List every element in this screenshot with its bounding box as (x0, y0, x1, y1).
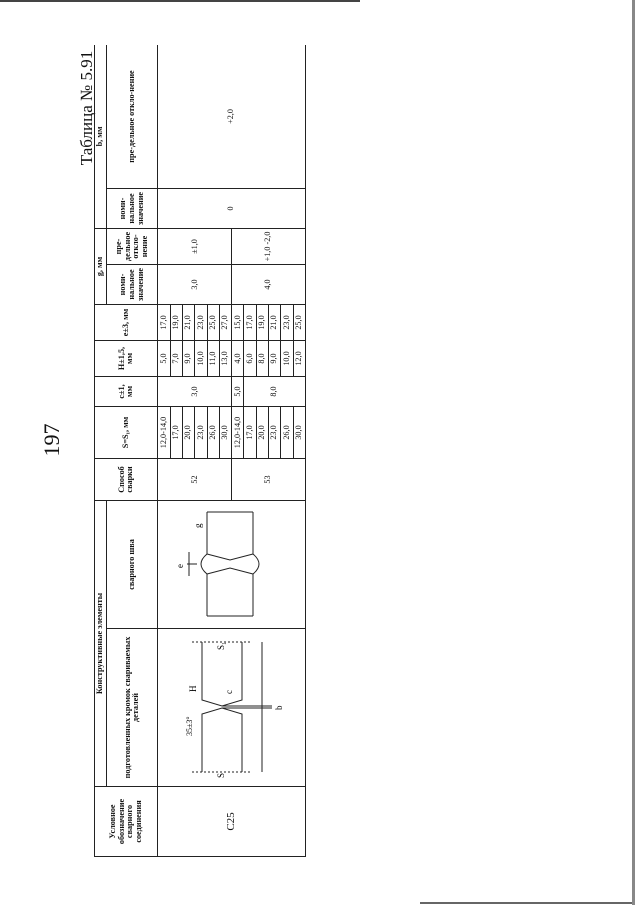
header-g-deviation: пре-дельное откло-нение (107, 228, 158, 264)
h-value: 13,0 (219, 340, 231, 376)
s-value: 12,0-14,0 (232, 406, 244, 458)
header-c: c±1, мм (95, 376, 158, 406)
header-weld: сварного шва (107, 500, 158, 628)
weld-label-g: g (192, 524, 203, 529)
header-e: e±3, мм (95, 304, 158, 340)
weld-label-e: e (174, 564, 185, 569)
s-value: 30,0 (293, 406, 305, 458)
g-deviation-52: ±1,0 (158, 228, 232, 264)
edge-label-c: c (223, 690, 234, 695)
c-value-53-first: 5,0 (232, 376, 244, 406)
header-g-group: g, мм (95, 228, 107, 304)
header-b-nominal: номи-нальное значение (107, 188, 158, 228)
s-value: 23,0 (195, 406, 207, 458)
e-value: 23,0 (195, 304, 207, 340)
s-value: 12,0-14,0 (158, 406, 170, 458)
h-value: 10,0 (281, 340, 293, 376)
c-value-52: 3,0 (158, 376, 232, 406)
h-value: 10,0 (195, 340, 207, 376)
edges-sketch-svg (162, 633, 302, 783)
edge-label-b: b (273, 706, 284, 711)
h-value: 11,0 (207, 340, 219, 376)
e-value: 27,0 (219, 304, 231, 340)
spec-table (94, 45, 306, 857)
edges-sketch (158, 629, 306, 787)
c-value-53: 8,0 (244, 376, 306, 406)
bottom-rule (420, 902, 632, 904)
s-value: 26,0 (281, 406, 293, 458)
s-value: 17,0 (170, 406, 182, 458)
s-value: 17,0 (244, 406, 256, 458)
header-h: H±1,5, мм (95, 340, 158, 376)
method-53: 53 (232, 458, 306, 500)
method-52: 52 (158, 458, 232, 500)
s-value: 30,0 (219, 406, 231, 458)
e-value: 19,0 (170, 304, 182, 340)
header-structural-elements: Конструктивные элементы (95, 500, 107, 786)
h-value: 9,0 (183, 340, 195, 376)
header-welding-method: Способ сварки (95, 458, 158, 500)
rotated-table (94, 45, 306, 857)
right-rule (632, 0, 635, 905)
s-value: 26,0 (207, 406, 219, 458)
weld-sketch (158, 500, 306, 628)
s-value: 20,0 (256, 406, 268, 458)
edge-label-s1: S₁ (215, 642, 226, 651)
h-value: 6,0 (244, 340, 256, 376)
top-rule (0, 0, 360, 2)
g-nominal-53: 4,0 (232, 264, 306, 304)
g-nominal-52: 3,0 (158, 264, 232, 304)
e-value: 23,0 (281, 304, 293, 340)
header-b-deviation: пре-дельное откло-нение (107, 45, 158, 188)
e-value: 25,0 (207, 304, 219, 340)
header-g-nominal: номи-нальное значение (107, 264, 158, 304)
table-frame (94, 45, 306, 857)
g-deviation-53: +1,0 -2,0 (232, 228, 306, 264)
edge-label-s: S (215, 773, 226, 779)
header-prepared-edges: подготовленных кромок свариваемых деталей (107, 629, 158, 787)
header-s: S=S₁, мм (95, 406, 158, 458)
e-value: 21,0 (183, 304, 195, 340)
designation-value: С25 (158, 787, 306, 857)
page-number: 197 (39, 423, 64, 457)
h-value: 5,0 (158, 340, 170, 376)
e-value: 19,0 (256, 304, 268, 340)
edge-label-angle: 35±3° (184, 716, 194, 737)
e-value: 25,0 (293, 304, 305, 340)
h-value: 9,0 (269, 340, 281, 376)
h-value: 4,0 (232, 340, 244, 376)
b-deviation: +2,0 (158, 45, 306, 188)
e-value: 15,0 (232, 304, 244, 340)
e-value: 21,0 (269, 304, 281, 340)
weld-sketch-svg (167, 505, 297, 625)
edge-label-h: H (187, 686, 198, 693)
h-value: 12,0 (293, 340, 305, 376)
table-caption: Таблица № 5.91 (77, 50, 96, 166)
s-value: 20,0 (183, 406, 195, 458)
header-designation: Условное обозначение сварного соединения (95, 787, 158, 857)
h-value: 7,0 (170, 340, 182, 376)
e-value: 17,0 (244, 304, 256, 340)
e-value: 17,0 (158, 304, 170, 340)
s-value: 23,0 (269, 406, 281, 458)
h-value: 8,0 (256, 340, 268, 376)
b-nominal: 0 (158, 188, 306, 228)
header-b-group: b, мм (95, 45, 107, 228)
